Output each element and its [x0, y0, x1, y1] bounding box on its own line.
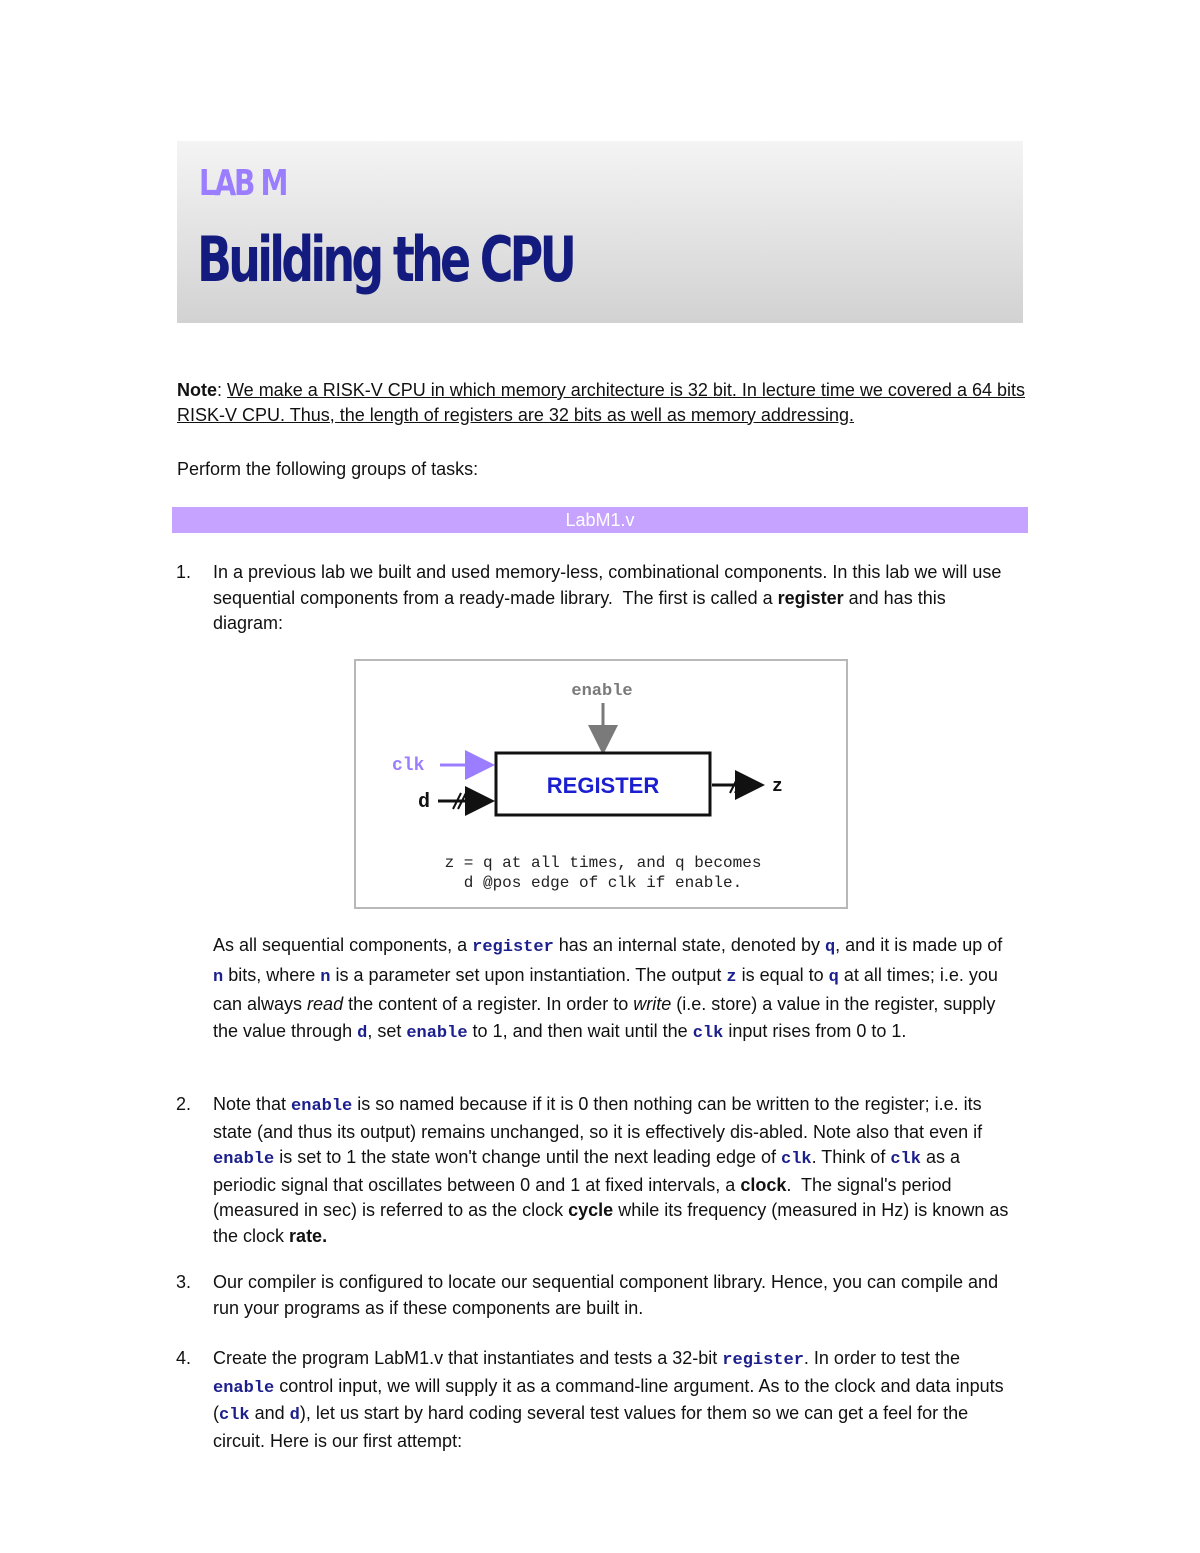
clk-label: clk [392, 756, 425, 776]
page-title: Building the CPU [197, 223, 574, 296]
task-4 [176, 1346, 1013, 1454]
intro-text: Perform the following groups of tasks: [177, 459, 479, 479]
task-1 [176, 560, 1013, 637]
task-1-text: In a previous lab we built and used memory-less, combinational components. In this lab we will use sequential components from a ready-made library. The first is called a register and has this diagram: [213, 562, 1002, 633]
note-text: We make a RISK-V CPU in which memory architecture is 32 bit. In lecture time we covered a 64 bits RISK-V CPU. Thus, the length of registers are 32 bits as well as memory addressing. [177, 380, 1025, 425]
diagram-caption-line2: d @pos edge of clk if enable. [463, 874, 743, 892]
lab-label: LAB M [199, 163, 287, 204]
task-4-text: Create the program LabM1.v that instantiates and tests a 32-bit register. In order to test the enable control input, we will supply it as a command-line argument. As to the clock and data inputs (clk and d), let us start by hard coding several test values for them so we can get a feel for the circuit. Here is our first attempt: [213, 1348, 1004, 1451]
register-label: REGISTER [546, 773, 660, 798]
note-label: Note [177, 380, 217, 400]
task-3-text: Our compiler is configured to locate our sequential component library. Hence, you can compile and run your programs as if these components are built in. [213, 1272, 999, 1318]
task-number: 4. [176, 1348, 192, 1368]
task-2 [176, 1092, 1013, 1249]
d-label: d [418, 791, 431, 814]
register-description: As all sequential components, a register has an internal state, denoted by q, and it is made up of n bits, where n is a parameter set upon instantiation. The output z is equal to q at all times; i.e. you can always read the content of a register. In order to write (i.e. store) a value in the register, supply the value through d, set enable to 1, and then wait until the clk input rises from 0 to 1. [213, 935, 1003, 1043]
task-3 [176, 1270, 1013, 1321]
header-banner [177, 141, 1023, 323]
task-number: 2. [176, 1094, 192, 1114]
z-label: z [772, 777, 783, 797]
note: Note: We make a RISK-V CPU in which memory architecture is 32 bit. In lecture time we covered a 64 bits RISK-V CPU. Thus, the length of registers are 32 bits as well as memory addressing. [177, 380, 1025, 425]
section-bar-labm1: LabM1.v [172, 507, 1028, 533]
register-diagram [354, 659, 848, 909]
diagram-caption-line1: z = q at all times, and q becomes [444, 854, 762, 872]
enable-label: enable [571, 682, 633, 701]
task-number: 3. [176, 1272, 192, 1292]
task-2-text: Note that enable is so named because if it is 0 then nothing can be written to the register; i.e. its state (and thus its output) remains unchanged, so it is effectively dis-abled. Note also that even if enable is set to 1 the state won't change until the next leading edge of clk. Think of clk as a periodic signal that oscillates between 0 and 1 at fixed intervals, a clock. The signal's period (measured in sec) is referred to as the clock cycle while its frequency (measured in Hz) is known as the clock rate. [213, 1094, 1009, 1246]
task-number: 1. [176, 562, 192, 582]
register-diagram-svg [356, 661, 846, 907]
